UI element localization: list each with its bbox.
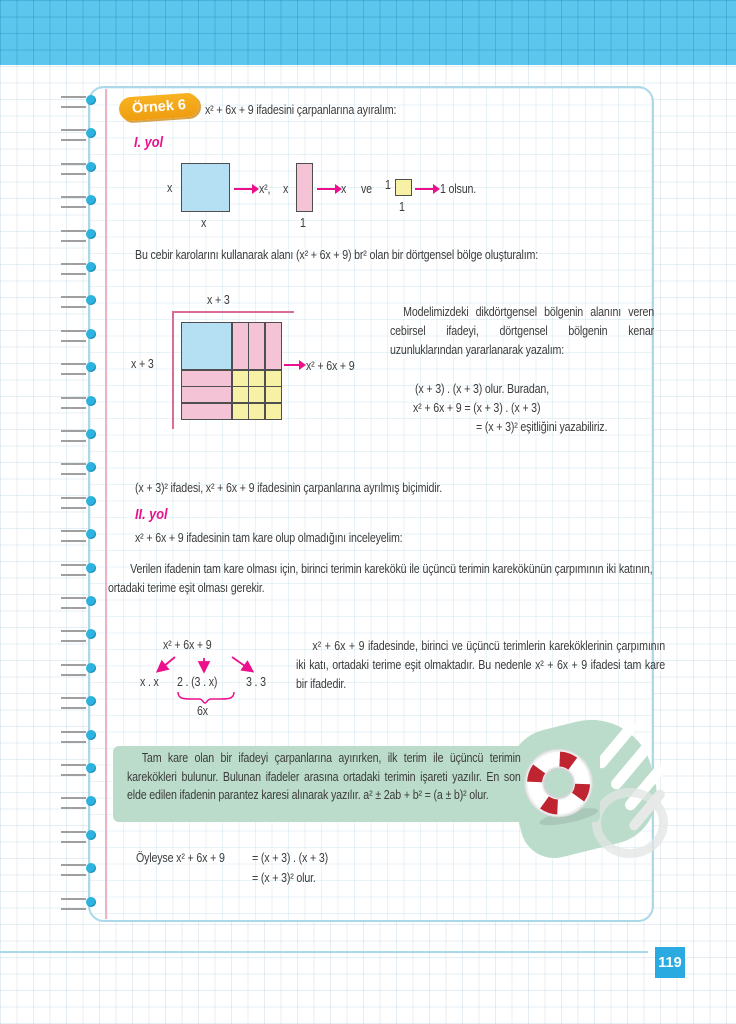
binder-dot-icon bbox=[86, 229, 96, 239]
model-cell-x bbox=[182, 404, 231, 419]
example-title: x² + 6x + 9 ifadesini çarpanlarına ayıralım: bbox=[205, 102, 397, 117]
binder-bars-icon bbox=[61, 797, 86, 809]
spiral-binder bbox=[61, 162, 96, 173]
final-label: Öyleyse x² + 6x + 9 bbox=[136, 850, 225, 865]
spiral-binder bbox=[61, 229, 96, 240]
binder-bars-icon bbox=[61, 831, 86, 843]
binder-bars-icon bbox=[61, 363, 86, 375]
model-cell-1 bbox=[233, 404, 248, 419]
binder-dot-icon bbox=[86, 596, 96, 606]
binder-dot-icon bbox=[86, 796, 96, 806]
spiral-binder bbox=[61, 730, 96, 741]
binder-dot-icon bbox=[86, 162, 96, 172]
binder-dot-icon bbox=[86, 429, 96, 439]
model-cell-1 bbox=[266, 404, 281, 419]
binder-bars-icon bbox=[61, 163, 86, 175]
binder-bars-icon bbox=[61, 196, 86, 208]
spiral-binder bbox=[61, 195, 96, 206]
diagram-expression: x² + 6x + 9 bbox=[163, 637, 212, 652]
tile1-result: x², bbox=[259, 181, 271, 196]
tile3-bottom-label: 1 bbox=[399, 199, 405, 214]
algebra-tile-1 bbox=[395, 179, 412, 196]
spiral-binder bbox=[61, 262, 96, 273]
spiral-binder bbox=[61, 462, 96, 473]
diagram-brace-label: 6x bbox=[197, 703, 208, 718]
binder-dot-icon bbox=[86, 329, 96, 339]
binder-bars-icon bbox=[61, 296, 86, 308]
binder-dot-icon bbox=[86, 763, 96, 773]
spiral-binder bbox=[61, 563, 96, 574]
binder-bars-icon bbox=[61, 564, 86, 576]
spiral-binder bbox=[61, 362, 96, 373]
binder-bars-icon bbox=[61, 330, 86, 342]
binder-bars-icon bbox=[61, 697, 86, 709]
model-top-label: x + 3 bbox=[207, 292, 230, 307]
binder-dot-icon bbox=[86, 195, 96, 205]
final-eq2: = (x + 3)² olur. bbox=[252, 870, 316, 885]
model-cell-x bbox=[182, 371, 231, 386]
binder-dot-icon bbox=[86, 529, 96, 539]
and-word: ve bbox=[361, 181, 372, 196]
model-cell-x bbox=[233, 323, 248, 369]
method1-heading: I. yol bbox=[134, 134, 164, 151]
model-cell-1 bbox=[233, 371, 248, 386]
spiral-binder bbox=[61, 897, 96, 908]
final-eq1: = (x + 3) . (x + 3) bbox=[252, 850, 328, 865]
arrow-right-icon bbox=[284, 364, 300, 366]
arrow-right-icon bbox=[317, 188, 336, 190]
diagram-term1: x . x bbox=[140, 674, 159, 689]
spiral-binder bbox=[61, 796, 96, 807]
example-badge: Örnek 6 bbox=[118, 92, 199, 122]
binder-dot-icon bbox=[86, 897, 96, 907]
method2-side-paragraph: x² + 6x + 9 ifadesinde, birinci ve üçüncü terimlerin kareköklerinin çarpımının iki katı, ortadaki terime eşit olmaktadır. Bu nedenle x² + 6x + 9 ifadesi tam kare bir ifadedir. bbox=[296, 638, 665, 691]
binder-bars-icon bbox=[61, 530, 86, 542]
spiral-binder bbox=[61, 95, 96, 106]
model-cell-1 bbox=[249, 404, 264, 419]
binder-dot-icon bbox=[86, 496, 96, 506]
binder-dot-icon bbox=[86, 830, 96, 840]
arrow-right-icon bbox=[234, 188, 253, 190]
model-cell-x bbox=[182, 387, 231, 402]
model-cell-1 bbox=[249, 387, 264, 402]
model-cell-x bbox=[266, 323, 281, 369]
binder-dot-icon bbox=[86, 696, 96, 706]
binder-bars-icon bbox=[61, 96, 86, 108]
binder-bars-icon bbox=[61, 397, 86, 409]
binder-dot-icon bbox=[86, 663, 96, 673]
method2-heading: II. yol bbox=[135, 506, 168, 523]
spiral-binder bbox=[61, 128, 96, 139]
area-model-grid bbox=[181, 322, 282, 420]
method2-paragraph: Verilen ifadenin tam kare olması için, birinci terimin karekökü ile üçüncü terimin karekökünün çarpımının iki katının, ortadaki terime eşit olması gerekir. bbox=[108, 561, 653, 595]
spiral-binder bbox=[61, 295, 96, 306]
tile2-left-label: x bbox=[283, 181, 289, 196]
binder-bars-icon bbox=[61, 864, 86, 876]
method1-eq-line3: = (x + 3)² eşitliğini yazabiliriz. bbox=[476, 419, 608, 434]
notebook-margin-line bbox=[105, 89, 107, 919]
method1-eq-line2: x² + 6x + 9 = (x + 3) . (x + 3) bbox=[413, 400, 541, 415]
diagram-term3: 3 . 3 bbox=[246, 674, 266, 689]
model-cell-x bbox=[249, 323, 264, 369]
model-cell-1 bbox=[266, 387, 281, 402]
spiral-binder bbox=[61, 696, 96, 707]
binder-bars-icon bbox=[61, 129, 86, 141]
spiral-binder bbox=[61, 529, 96, 540]
diagram-term2: 2 . (3 . x) bbox=[177, 674, 218, 689]
binder-dot-icon bbox=[86, 863, 96, 873]
binder-bars-icon bbox=[61, 497, 86, 509]
binder-dot-icon bbox=[86, 362, 96, 372]
model-bracket-left bbox=[172, 311, 174, 429]
binder-dot-icon bbox=[86, 128, 96, 138]
method1-eq-line1: (x + 3) . (x + 3) olur. Buradan, bbox=[415, 381, 549, 396]
binder-bars-icon bbox=[61, 630, 86, 642]
binder-bars-icon bbox=[61, 664, 86, 676]
top-grid-band bbox=[0, 0, 736, 65]
tile1-bottom-label: x bbox=[201, 215, 207, 230]
tile1-left-label: x bbox=[167, 180, 173, 195]
spiral-binder bbox=[61, 663, 96, 674]
binder-dot-icon bbox=[86, 396, 96, 406]
lifebuoy-icon bbox=[508, 734, 610, 836]
model-left-label: x + 3 bbox=[131, 356, 154, 371]
spiral-binder bbox=[61, 830, 96, 841]
binder-dot-icon bbox=[86, 730, 96, 740]
method2-intro: x² + 6x + 9 ifadesinin tam kare olup olmadığını inceleyelim: bbox=[135, 530, 403, 545]
binder-bars-icon bbox=[61, 731, 86, 743]
model-cell-1 bbox=[233, 387, 248, 402]
binder-bars-icon bbox=[61, 463, 86, 475]
binder-bars-icon bbox=[61, 764, 86, 776]
binder-bars-icon bbox=[61, 597, 86, 609]
spiral-binder bbox=[61, 496, 96, 507]
page-number-badge: 119 bbox=[655, 947, 685, 978]
tile3-result: 1 olsun. bbox=[440, 181, 477, 196]
model-result-label: x² + 6x + 9 bbox=[306, 358, 355, 373]
method1-side-paragraph: Modelimizdeki dikdörtgensel bölgenin alanını veren cebirsel ifadeyi, dörtgensel bölgenin kenar uzunluklarından yararlanarak yazalım: bbox=[390, 304, 655, 357]
spiral-binder bbox=[61, 863, 96, 874]
binder-bars-icon bbox=[61, 430, 86, 442]
binder-dot-icon bbox=[86, 295, 96, 305]
binder-dot-icon bbox=[86, 262, 96, 272]
binder-bars-icon bbox=[61, 898, 86, 910]
tile3-left-label: 1 bbox=[385, 177, 391, 192]
binder-dot-icon bbox=[86, 462, 96, 472]
spiral-binder bbox=[61, 763, 96, 774]
tile2-bottom-label: 1 bbox=[300, 215, 306, 230]
model-cell-1 bbox=[266, 371, 281, 386]
footer-rule bbox=[0, 951, 648, 953]
binder-dot-icon bbox=[86, 95, 96, 105]
model-bracket-top bbox=[172, 311, 294, 313]
note-box-text: Tam kare olan bir ifadeyi çarpanlarına ayırırken, ilk terim ile üçüncü terimin karekökleri bulunur. Bulunan ifadeler arasına ortadaki terimin işareti yazılır. En son elde edilen ifadenin parantez karesi alınarak yazılır. a² ± 2ab + b² = (a ± b)² olur. bbox=[127, 750, 521, 802]
binder-dot-icon bbox=[86, 563, 96, 573]
binder-bars-icon bbox=[61, 263, 86, 275]
binder-dot-icon bbox=[86, 629, 96, 639]
algebra-tile-x2 bbox=[181, 163, 230, 212]
spiral-binder bbox=[61, 596, 96, 607]
spiral-binder bbox=[61, 329, 96, 340]
spiral-binder bbox=[61, 429, 96, 440]
method1-conclusion: (x + 3)² ifadesi, x² + 6x + 9 ifadesinin çarpanlarına ayrılmış biçimidir. bbox=[135, 480, 443, 495]
spiral-binder bbox=[61, 629, 96, 640]
fan-arrows-icon bbox=[140, 656, 280, 676]
model-cell-1 bbox=[249, 371, 264, 386]
binder-bars-icon bbox=[61, 230, 86, 242]
model-cell-x2 bbox=[182, 323, 231, 369]
method1-paragraph: Bu cebir karolarını kullanarak alanı (x² + 6x + 9) br² olan bir dörtgensel bölge oluşturalım: bbox=[135, 247, 539, 262]
spiral-binder bbox=[61, 396, 96, 407]
tile2-result: x bbox=[341, 181, 347, 196]
arrow-right-icon bbox=[415, 188, 434, 190]
algebra-tile-x bbox=[296, 163, 313, 212]
